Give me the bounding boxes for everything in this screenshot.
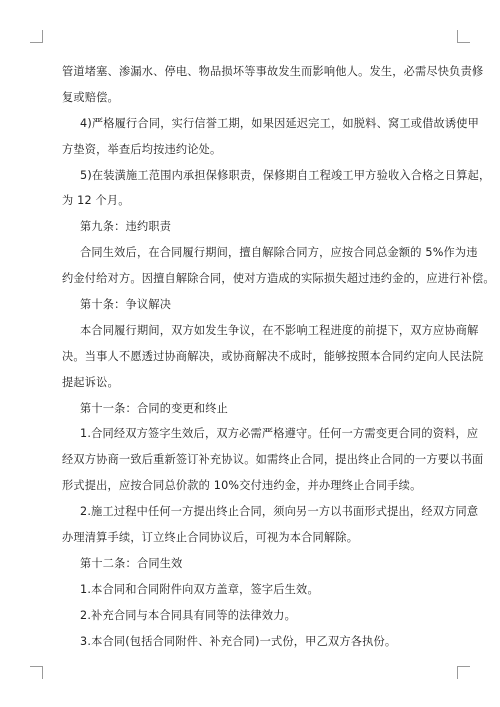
text-line: 复或赔偿。 xyxy=(62,90,119,104)
text-line: 提起诉讼。 xyxy=(62,375,119,389)
text-line: 形式提出，应按合同总价款的 10%交付违约金，并办理终止合同手续。 xyxy=(62,479,422,493)
text-line: 2.补充合同与本合同具有同等的法律效力。 xyxy=(80,608,297,622)
text-line: 为 12 个月。 xyxy=(62,194,130,208)
section-heading: 第九条：违约职责 xyxy=(80,220,172,234)
text-line: 决。当事人不愿透过协商解决，或协商解决不成时，能够按照本合同约定向人民法院 xyxy=(62,349,484,363)
text-line: 1.本合同和合同附件向双方盖章，签字后生效。 xyxy=(80,582,319,596)
text-line: 方垫资，举查后均按违约论处。 xyxy=(62,142,222,156)
text-line: 1.合同经双方签字生效后，双方必需严格遵守。任何一方需变更合同的资料，应 xyxy=(80,427,479,441)
crop-mark-bottom-left xyxy=(30,666,43,679)
crop-mark-top-right xyxy=(457,30,470,43)
text-line: 4)严格履行合同，实行信誉工期，如果因延迟完工，如脱料、窝工或借故诱使甲 xyxy=(80,116,480,130)
text-line: 2.施工过程中任何一方提出终止合同，须向另一方以书面形式提出，经双方同意 xyxy=(80,505,479,519)
text-line: 合同生效后，在合同履行期间，擅自解除合同方，应按合同总金额的 5%作为违 xyxy=(80,246,478,260)
section-heading: 第十一条：合同的变更和终止 xyxy=(80,401,229,415)
section-heading: 第十二条：合同生效 xyxy=(80,556,183,570)
section-heading: 第十条：争议解决 xyxy=(80,298,172,312)
text-line: 办理清算手续，订立终止合同协议后，可视为本合同解除。 xyxy=(62,531,359,545)
document-body xyxy=(62,65,495,660)
text-line: 约金付给对方。因擅自解除合同，使对方造成的实际损失超过违约金的，应进行补偿。 xyxy=(62,272,495,286)
text-line: 经双方协商一致后重新签订补充协议。如需终止合同，提出终止合同的一方要以书面 xyxy=(62,453,484,467)
crop-mark-bottom-right xyxy=(457,666,470,679)
text-line: 管道堵塞、渗漏水、停电、物品损坏等事故发生而影响他人。发生，必需尽快负责修 xyxy=(62,65,484,78)
crop-mark-top-left xyxy=(30,30,43,43)
text-line: 5)在装潢施工范围内承担保修职责，保修期自工程竣工甲方验收入合格之日算起， xyxy=(80,168,491,182)
text-line: 3.本合同(包括合同附件、补充合同)一式份，甲乙双方各执份。 xyxy=(80,634,397,648)
text-line: 本合同履行期间，双方如发生争议，在不影响工程进度的前提下，双方应协商解 xyxy=(80,323,479,337)
